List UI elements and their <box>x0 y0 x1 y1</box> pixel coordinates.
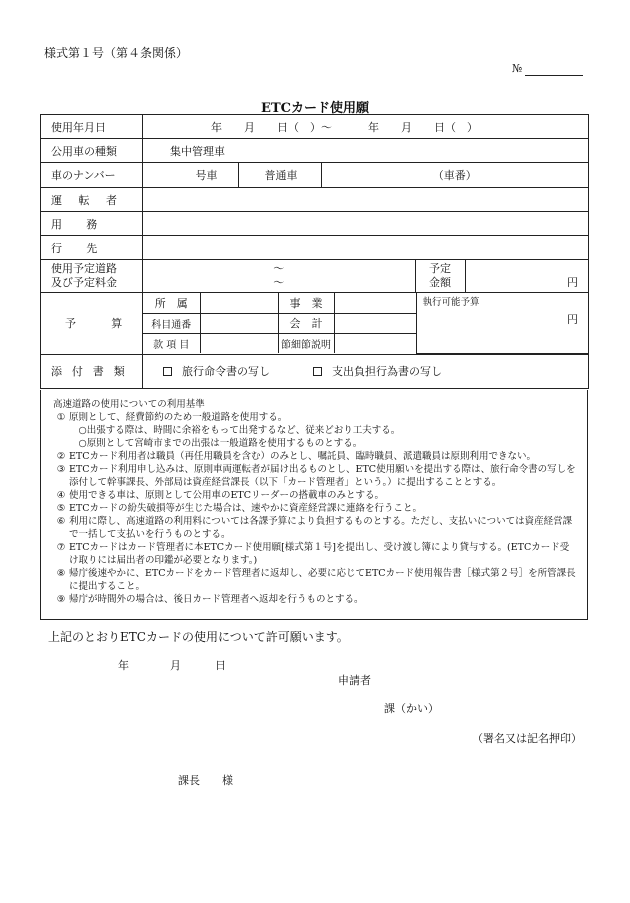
rule-item <box>53 515 577 541</box>
budget-field <box>143 293 589 355</box>
accounting-field[interactable] <box>334 313 416 333</box>
available-budget-field[interactable] <box>416 293 588 353</box>
rule-text: ETCカードはカード管理者に本ETCカード使用願[様式第１号]を提出し、受け渡し簿により貸与する。(ETCカード受け取りには届出者の印鑑が必要となります。) <box>69 542 570 566</box>
application-date[interactable] <box>118 657 226 673</box>
planned-amount-yen: 円 <box>567 276 578 289</box>
rule-text: ○出張する際は、時間に余裕をもって出発するなど、従来どおり工夫する。 <box>69 425 401 436</box>
rule-text: 使用できる車は、原則として公用車のETCリーダーの搭載車のみとする。 <box>69 490 385 501</box>
project-field[interactable] <box>334 293 416 313</box>
driver-label: 運転者 <box>41 188 143 212</box>
normal-car-label: 普通車 <box>238 163 321 187</box>
expenditure-checkbox[interactable] <box>313 367 322 376</box>
usage-date-end: 年 月 日（ ） <box>368 120 478 134</box>
budget-label-cell <box>41 293 158 355</box>
usage-date-field[interactable] <box>143 115 589 139</box>
rule-item <box>53 502 577 515</box>
planned-amount-label-line2: 金額 <box>429 276 451 289</box>
etc-request-form <box>40 114 589 389</box>
department-label: 課（かい） <box>384 702 439 715</box>
planned-amount-field[interactable] <box>465 260 588 292</box>
attachment-option-expenditure[interactable] <box>313 365 442 378</box>
usage-date-row <box>41 115 589 139</box>
rule-text: ETCカードの紛失破損等が生じた場合は、速やかに資産経営課に連絡を行うこと。 <box>69 503 423 514</box>
available-budget-yen: 円 <box>567 313 578 326</box>
rule-number <box>53 437 69 450</box>
plate-field <box>143 163 589 188</box>
destination-label: 行先 <box>41 236 143 260</box>
document-title: ETCカード使用願 <box>261 101 369 116</box>
rule-number: ⑦ <box>56 542 66 553</box>
rule-text: 利用に際し、高速道路の利用料については各課予算により負担するものとする。ただし、支払いについては資産経営課で一括して支払いを行うものとする。 <box>69 516 573 540</box>
business-field[interactable] <box>143 212 589 236</box>
planned-amount-label <box>415 260 465 292</box>
attachments-field <box>143 354 589 388</box>
business-label: 用務 <box>41 212 143 236</box>
rule-text: ○原則として宮崎市までの出張は一般道路を使用するものとする。 <box>69 438 363 449</box>
document-number-label: № <box>512 62 523 75</box>
rule-text: 帰庁が時間外の場合は、後日カード管理者へ返却を行うものとする。 <box>69 594 364 605</box>
expenditure-label: 支出負担行為書の写し <box>332 365 442 378</box>
office-field[interactable] <box>200 293 278 313</box>
date-month: 月 <box>170 659 181 672</box>
available-budget-label: 執行可能予算 <box>422 297 480 308</box>
attachments-label: 添付書類 <box>41 354 143 388</box>
car-no-label: 号車 <box>195 169 218 182</box>
request-statement: 上記のとおりETCカードの使用について許可願います。 <box>48 630 349 644</box>
rule-number <box>53 424 69 437</box>
rule-item <box>53 463 577 489</box>
rule-number: ⑨ <box>56 594 66 605</box>
office-label: 所 属 <box>143 293 200 313</box>
budget-label: 予算 <box>65 317 158 331</box>
rule-number: ⑧ <box>56 568 66 579</box>
account-no-label: 科目通番 <box>143 313 200 333</box>
rule-item <box>53 489 577 502</box>
planned-road-tilde-1: ～ <box>273 262 285 275</box>
rule-text: 帰庁後速やかに、ETCカードをカード管理者に返却し、必要に応じてETCカード使用報告書［様式第２号］を所管課長に提出すること。 <box>69 568 576 592</box>
budget-row <box>41 293 589 355</box>
travel-order-checkbox[interactable] <box>163 367 172 376</box>
detail-field[interactable] <box>334 333 416 353</box>
rule-number: ⑥ <box>56 516 66 527</box>
vehicle-type-row <box>41 139 589 163</box>
vehicle-type-label: 公用車の種類 <box>41 139 143 163</box>
vehicle-type-value: 集中管理車 <box>143 139 589 163</box>
planned-road-input[interactable] <box>143 260 415 292</box>
applicant-label: 申請者 <box>338 674 371 687</box>
car-number-field[interactable] <box>321 163 588 187</box>
rule-number: ② <box>56 451 66 462</box>
destination-row <box>41 236 589 260</box>
item-field[interactable] <box>200 333 278 353</box>
driver-field[interactable] <box>143 188 589 212</box>
date-day: 日 <box>215 659 226 672</box>
detail-label: 節細節説明 <box>278 333 334 353</box>
attachment-option-travel-order[interactable] <box>163 365 270 378</box>
usage-date-label: 使用年月日 <box>41 115 143 139</box>
usage-rules <box>40 390 588 620</box>
travel-order-label: 旅行命令書の写し <box>182 365 270 378</box>
rule-item <box>53 567 577 593</box>
plate-row <box>41 163 589 188</box>
plate-label: 車のナンバー <box>41 163 143 188</box>
rule-number: ⑤ <box>56 503 66 514</box>
driver-row <box>41 188 589 212</box>
attachments-row <box>41 354 589 388</box>
rule-number: ③ <box>56 464 66 475</box>
rule-item <box>53 541 577 567</box>
planned-road-field <box>143 260 589 293</box>
item-label: 款 項 目 <box>143 333 200 353</box>
planned-road-label-line2: 及び予定料金 <box>51 276 117 289</box>
planned-road-row <box>41 260 589 293</box>
rule-text: ETCカード利用者は職員（再任用職員を含む）のみとし、嘱託員、臨時職員、派遣職員は原則利用できない。 <box>69 451 537 462</box>
rules-heading: 高速道路の使用についての利用基準 <box>53 399 205 410</box>
planned-amount-label-line1: 予定 <box>429 262 451 275</box>
car-number-label: （車番） <box>432 169 477 182</box>
rule-text: ETCカード利用申し込みは、原則車両運転者が届け出るものとし、ETC使用願いを提出する際は、旅行命令書の写しを添付して幹事課長、外部局は資産経営課長（以下「カード管理者」という。）に提出することとする。 <box>69 464 576 488</box>
form-number: 様式第１号（第４条関係） <box>44 46 189 60</box>
document-number-field[interactable] <box>525 75 583 76</box>
project-label: 事 業 <box>278 293 334 313</box>
business-row <box>41 212 589 236</box>
planned-road-label <box>41 260 143 293</box>
rule-number: ④ <box>56 490 66 501</box>
destination-field[interactable] <box>143 236 589 260</box>
rules-list <box>53 411 577 606</box>
usage-date-start: 年 月 日（ ）～ <box>211 120 332 134</box>
planned-road-tilde-2: ～ <box>273 276 285 289</box>
rule-item <box>53 450 577 463</box>
rule-item <box>53 424 577 437</box>
account-no-field[interactable] <box>200 313 278 333</box>
addressee: 課長 様 <box>178 774 233 787</box>
car-no-field[interactable] <box>143 163 238 187</box>
rule-item <box>53 411 577 424</box>
accounting-label: 会 計 <box>278 313 334 333</box>
date-year: 年 <box>118 659 129 672</box>
rule-text: 原則として、経費節約のため一般道路を使用する。 <box>69 412 288 423</box>
signature-note: （署名又は記名押印） <box>472 732 582 745</box>
rule-item <box>53 593 577 606</box>
rule-number: ① <box>56 412 66 423</box>
planned-road-label-line1: 使用予定道路 <box>51 262 117 275</box>
rule-item <box>53 437 577 450</box>
